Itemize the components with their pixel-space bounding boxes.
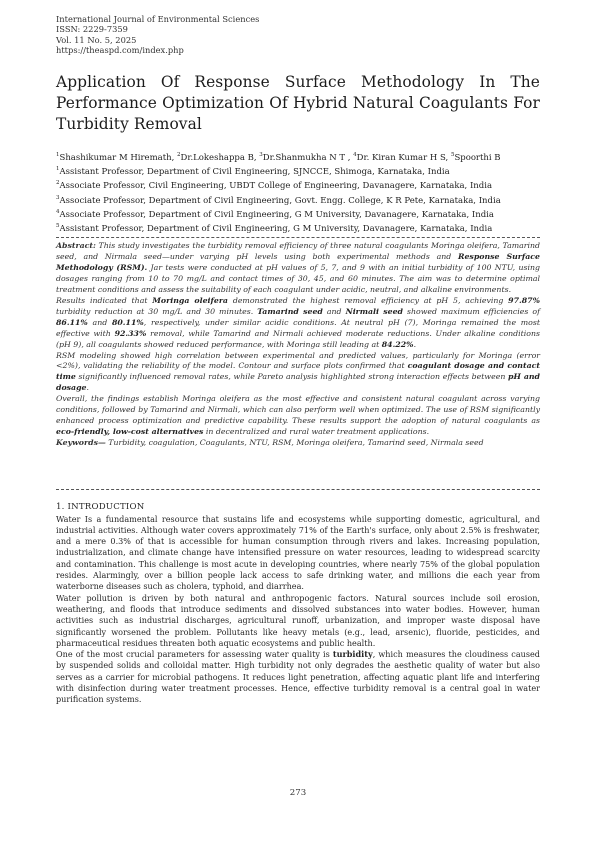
abstract-text: This study investigates the turbidity removal efficiency of three natural coagulants Moringa oleifera, Tamarind seed, and Nirmala seed—under varying pH levels using both experimental methods and <box>56 241 540 261</box>
abstract <box>56 241 540 449</box>
journal-header <box>56 14 259 55</box>
abstract-emphasis: 80.11% <box>111 317 144 327</box>
abstract-emphasis: Response Surface Methodology (RSM). <box>56 251 540 272</box>
author-sup: 1 <box>56 152 60 158</box>
abstract-paragraph <box>56 394 540 438</box>
affiliation-text: Assistant Professor, Department of Civil Engineering, SJNCCE, Shimoga, Karnataka, India <box>59 167 450 178</box>
affiliation-sup: 1 <box>56 166 60 173</box>
abstract-top-rule <box>56 237 540 238</box>
abstract-emphasis: pH and dosage <box>56 372 540 393</box>
author-sup: 3 <box>259 152 263 158</box>
body-text: One of the most crucial parameters for assessing water quality is <box>56 649 333 660</box>
abstract-paragraph <box>56 296 540 351</box>
journal-name: International Journal of Environmental Sciences <box>56 14 260 24</box>
abstract-emphasis: 92.33% <box>114 328 147 338</box>
author-name: Dr.Lokeshappa B, <box>180 152 260 163</box>
body-paragraph <box>56 649 540 705</box>
abstract-emphasis: Nirmali seed <box>345 306 404 316</box>
body-text: , which measures the cloudiness caused by suspended solids and colloidal matter. High turbidity not only degrades the aesthetic quality of water but also serves as a carrier for microbial pathogens. It reduces light penetration, affecting aquatic plant life and interfering with disinfection during water treatment processes. Hence, effective turbidity removal is a central goal in water purification systems. <box>56 649 540 705</box>
abstract-text: and <box>87 317 112 327</box>
abstract-emphasis: eco-friendly, low-cost alternatives <box>56 427 204 437</box>
body-paragraph: Water pollution is driven by both natural and anthropogenic factors. Natural sources include soil erosion, weathering, and floods that introduce sediments and dissolved substances into water bodies. However, human activities such as industrial discharges, agricultural runoff, urbanization, and improper waste disposal have significantly worsened the problem. Pollutants like heavy metals (e.g., lead, arsenic), fluoride, pesticides, and pharmaceutical residues threaten both aquatic ecosystems and public health. <box>56 592 540 648</box>
abstract-paragraph <box>56 241 540 296</box>
author-block <box>56 150 546 235</box>
abstract-text: . <box>413 339 417 349</box>
affiliation <box>56 164 546 178</box>
author-list <box>56 150 546 164</box>
keywords <box>56 438 540 449</box>
abstract-text: Results indicated that <box>56 295 153 305</box>
affiliation-text: Associate Professor, Department of Civil Engineering, G M University, Davanagere, Karnataka, India <box>59 209 494 220</box>
abstract-text: removal, while Tamarind and Nirmali achieved moderate reductions. Under alkaline conditions (pH 9), all coagulants showed reduced performance, with Moringa still leading at <box>56 328 540 349</box>
author-sup: 2 <box>177 152 181 158</box>
body-emphasis: turbidity <box>332 649 373 660</box>
abstract-emphasis: 86.11% <box>56 317 88 327</box>
affiliation <box>56 178 546 192</box>
keywords-text: Turbidity, coagulation, Coagulants, NTU, RSM, Moringa oleifera, Tamarind seed, Nirmala seed <box>105 438 484 448</box>
affiliation-sup: 3 <box>56 194 60 201</box>
abstract-text: RSM modeling showed high correlation between experimental and predicted values, particularly for Moringa (error <2%), validating the reliability of the model. Contour and surface plots confirmed that <box>56 350 540 371</box>
author-sup: 5 <box>450 152 455 158</box>
paper-title: Application Of Response Surface Methodology In The Performance Optimization Of Hybrid Natural Coagulants For Turbidity Removal <box>56 73 540 133</box>
keywords-label: Keywords— <box>56 438 106 448</box>
abstract-text: and <box>322 306 346 316</box>
abstract-label: Abstract: <box>56 241 96 250</box>
abstract-emphasis: 97.87% <box>508 295 540 305</box>
affiliation-sup: 2 <box>56 180 60 187</box>
affiliation <box>56 221 546 235</box>
affiliation-text: Assistant Professor, Department of Civil Engineering, G M University, Davanagere, Karnataka, India <box>59 224 493 234</box>
author-name: Dr.Shanmukha N T , <box>262 152 354 163</box>
journal-issn: ISSN: 2229-7359 <box>56 24 128 35</box>
abstract-paragraph <box>56 351 540 395</box>
author-name: Shashikumar M Hiremath, <box>59 152 177 163</box>
journal-volume: Vol. 11 No. 5, 2025 <box>56 34 137 45</box>
section-heading: 1. INTRODUCTION <box>56 502 145 512</box>
body-section <box>56 502 540 706</box>
abstract-text: turbidity reduction at 30 mg/L and 30 minutes. <box>56 306 258 316</box>
abstract-text: in decentralized and rural water treatment applications. <box>203 427 430 437</box>
abstract-bottom-rule <box>56 489 540 490</box>
affiliation-sup: 5 <box>56 223 60 230</box>
journal-url[interactable]: https://theaspd.com/index.php <box>56 44 184 55</box>
affiliation-sup: 4 <box>56 208 60 215</box>
author-name: Dr. Kiran Kumar H S, <box>356 152 451 163</box>
author-sup: 4 <box>353 152 357 158</box>
abstract-emphasis: coagulant dosage and contact time <box>56 361 540 382</box>
affiliation-text: Associate Professor, Department of Civil Engineering, Govt. Engg. College, K R Pete, Karnataka, India <box>59 195 501 206</box>
author-name: Spoorthi B <box>454 152 501 163</box>
abstract-text: Overall, the findings establish Moringa oleifera as the most effective and consistent natural coagulant across varying conditions, followed by Tamarind and Nirmali, which can also perform well when optimized. The use of RSM significantly enhanced process optimization and predictive capability. These results support the adoption of natural coagulants as <box>56 394 540 426</box>
abstract-text: showed maximum efficiencies of <box>403 306 541 316</box>
abstract-text: Jar tests were conducted at pH values of 5, 7, and 9 with an initial turbidity of 100 NTU, using dosages ranging from 10 to 70 mg/L and contact times of 30, 45, and 60 minutes. The aim was to determine optimal treatment conditions and assess the suitability of each coagulant under acidic, neutral, and alkaline environments. <box>56 262 540 294</box>
body-paragraph: Water Is a fundamental resource that sustains life and ecosystems while supporting domestic, agricultural, and industrial activities. Although water covers approximately 71% of the Earth's surface, only about 2.5% is freshwater, and a mere 0.3% of that is accessible for human consumption through rivers and lakes. Increasing population, industrialization, and climate change have intensified pressure on water resources, leading to widespread scarcity and contamination. This challenge is most acute in developing countries, where nearly 75% of the global population resides. Alarmingly, over a billion people lack access to safe drinking water, and millions die each year from waterborne diseases such as cholera, typhoid, and diarrhea. <box>56 513 540 592</box>
affiliation-text: Associate Professor, Civil Engineering, UBDT College of Engineering, Davanagere, Karnataka, India <box>59 181 493 192</box>
abstract-text: significantly influenced removal rates, while Pareto analysis highlighted strong interaction effects between <box>75 372 509 382</box>
abstract-emphasis: 84.22% <box>381 339 414 349</box>
abstract-text: . <box>86 383 89 393</box>
affiliation <box>56 193 546 207</box>
abstract-emphasis: Tamarind seed <box>257 306 323 316</box>
abstract-text: demonstrated the highest removal efficiency at pH 5, achieving <box>228 295 509 305</box>
page-number: 273 <box>289 788 307 798</box>
abstract-text: , respectively, under similar acidic conditions. At neutral pH (7), Moringa remained the most effective with <box>56 317 541 338</box>
abstract-emphasis: Moringa oleifera <box>152 295 228 305</box>
affiliation <box>56 207 546 221</box>
